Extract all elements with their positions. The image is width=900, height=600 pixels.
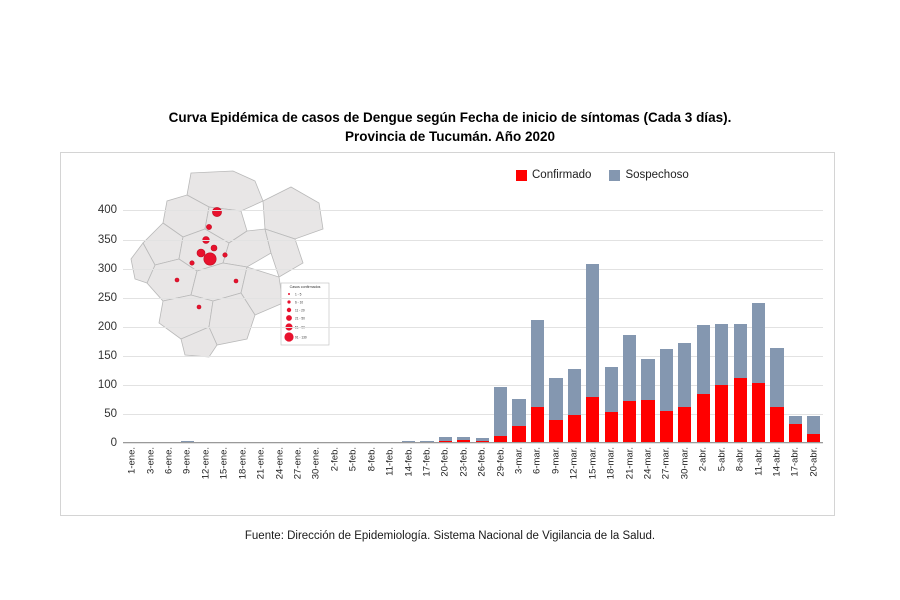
x-axis-tick-label: 5-abr. bbox=[716, 447, 728, 472]
y-axis-tick-label: 50 bbox=[104, 407, 117, 420]
x-axis-tick-label: 30-mar. bbox=[679, 447, 691, 480]
x-axis-tick-label: 26-feb. bbox=[476, 447, 488, 477]
x-axis-tick-label: 5-feb. bbox=[347, 447, 359, 472]
x-axis-tick-label: 15-mar. bbox=[587, 447, 599, 480]
x-axis-label-slot bbox=[565, 445, 583, 503]
x-axis-label-slot bbox=[805, 445, 823, 503]
bar-segment-sospechoso[interactable] bbox=[770, 348, 783, 407]
legend-item-sospechoso bbox=[609, 169, 688, 181]
stacked-bar[interactable] bbox=[494, 387, 507, 443]
stacked-bar[interactable] bbox=[715, 324, 728, 443]
x-axis-tick-label: 2-abr. bbox=[697, 447, 709, 472]
stacked-bar[interactable] bbox=[770, 348, 783, 443]
bar-segment-confirmado[interactable] bbox=[715, 385, 728, 443]
x-axis-label-slot bbox=[768, 445, 786, 503]
bar-slot[interactable] bbox=[620, 193, 638, 443]
x-axis-tick-label: 27-mar. bbox=[660, 447, 672, 480]
x-axis-tick-label: 18-ene. bbox=[237, 447, 249, 480]
x-axis-label-slot bbox=[547, 445, 565, 503]
x-axis-label-slot bbox=[123, 445, 141, 503]
x-axis-tick-label: 9-mar. bbox=[550, 447, 562, 474]
stacked-bar[interactable] bbox=[641, 359, 654, 443]
bar-slot[interactable] bbox=[584, 193, 602, 443]
y-axis-tick-label: 300 bbox=[97, 262, 117, 275]
stacked-bar[interactable] bbox=[549, 378, 562, 443]
bar-segment-sospechoso[interactable] bbox=[752, 303, 765, 383]
bar-slot[interactable] bbox=[694, 193, 712, 443]
bar-slot[interactable] bbox=[270, 193, 288, 443]
x-axis-tick-label: 8-feb. bbox=[366, 447, 378, 472]
bar-slot[interactable] bbox=[307, 193, 325, 443]
bar-slot[interactable] bbox=[418, 193, 436, 443]
bar-segment-sospechoso[interactable] bbox=[734, 324, 747, 378]
bar-segment-sospechoso[interactable] bbox=[697, 325, 710, 394]
x-axis-label-slot bbox=[326, 445, 344, 503]
x-axis-tick-label: 29-feb. bbox=[495, 447, 507, 477]
legend-swatch-confirmado bbox=[516, 170, 527, 181]
x-axis-label-slot bbox=[528, 445, 546, 503]
stacked-bar[interactable] bbox=[789, 416, 802, 443]
x-axis-tick-label: 12-ene. bbox=[200, 447, 212, 480]
stacked-bar[interactable] bbox=[531, 320, 544, 443]
bar-slot[interactable] bbox=[602, 193, 620, 443]
bar-slot[interactable] bbox=[436, 193, 454, 443]
x-axis-tick-label: 17-abr. bbox=[789, 447, 801, 477]
bar-segment-confirmado[interactable] bbox=[586, 397, 599, 444]
x-axis-label-slot bbox=[197, 445, 215, 503]
stacked-bar[interactable] bbox=[623, 335, 636, 443]
bar-segment-sospechoso[interactable] bbox=[715, 324, 728, 385]
y-axis-tick-label: 100 bbox=[97, 378, 117, 391]
bar-segment-sospechoso[interactable] bbox=[605, 367, 618, 411]
legend-label-confirmado: Confirmado bbox=[532, 169, 592, 181]
x-axis-tick-label: 27-ene. bbox=[292, 447, 304, 480]
x-axis-label-slot bbox=[270, 445, 288, 503]
x-axis-tick-label: 30-ene. bbox=[310, 447, 322, 480]
x-axis-label-slot bbox=[234, 445, 252, 503]
bar-segment-sospechoso[interactable] bbox=[586, 264, 599, 397]
svg-text:1 - 5: 1 - 5 bbox=[295, 292, 302, 297]
bar-segment-sospechoso[interactable] bbox=[512, 399, 525, 425]
bar-segment-sospechoso[interactable] bbox=[494, 387, 507, 436]
bar-segment-confirmado[interactable] bbox=[678, 407, 691, 443]
bar-segment-confirmado[interactable] bbox=[641, 400, 654, 443]
x-axis-label-slot bbox=[786, 445, 804, 503]
x-axis-label-slot bbox=[160, 445, 178, 503]
stacked-bar[interactable] bbox=[605, 367, 618, 443]
x-axis-label-slot bbox=[141, 445, 159, 503]
bar-slot[interactable] bbox=[455, 193, 473, 443]
bar-slot[interactable] bbox=[713, 193, 731, 443]
bar-segment-confirmado[interactable] bbox=[770, 407, 783, 443]
x-axis-label-slot bbox=[344, 445, 362, 503]
x-axis-label-slot bbox=[749, 445, 767, 503]
x-axis-tick-label: 15-ene. bbox=[218, 447, 230, 480]
legend-swatch-sospechoso bbox=[609, 170, 620, 181]
bar-segment-confirmado[interactable] bbox=[512, 426, 525, 443]
x-axis-tick-label: 20-abr. bbox=[808, 447, 820, 477]
x-axis-tick-label: 17-feb. bbox=[421, 447, 433, 477]
bar-segment-sospechoso[interactable] bbox=[568, 369, 581, 415]
x-axis-tick-label: 24-ene. bbox=[274, 447, 286, 480]
chart-container bbox=[60, 152, 835, 516]
bar-slot[interactable] bbox=[381, 193, 399, 443]
x-axis-tick-label: 2-feb. bbox=[329, 447, 341, 472]
page-title-line1: Curva Epidémica de casos de Dengue según Fecha de inicio de síntomas (Cada 3 días). bbox=[168, 110, 732, 125]
bar-slot[interactable] bbox=[399, 193, 417, 443]
bar-slot[interactable] bbox=[547, 193, 565, 443]
stacked-bar[interactable] bbox=[752, 303, 765, 443]
bar-slot[interactable] bbox=[676, 193, 694, 443]
x-axis-label-slot bbox=[491, 445, 509, 503]
bar-segment-confirmado[interactable] bbox=[752, 383, 765, 443]
bar-slot[interactable] bbox=[510, 193, 528, 443]
x-axis-tick-label: 3-mar. bbox=[513, 447, 525, 474]
x-axis-tick-label: 23-feb. bbox=[458, 447, 470, 477]
x-axis-tick-label: 24-mar. bbox=[642, 447, 654, 480]
bar-slot[interactable] bbox=[160, 193, 178, 443]
svg-text:21 - 50: 21 - 50 bbox=[295, 316, 305, 321]
stacked-bar[interactable] bbox=[568, 369, 581, 443]
bar-segment-confirmado[interactable] bbox=[549, 420, 562, 443]
x-axis-tick-label: 8-abr. bbox=[734, 447, 746, 472]
stacked-bar[interactable] bbox=[734, 324, 747, 443]
svg-text:11 - 20: 11 - 20 bbox=[295, 308, 305, 313]
x-axis-label-slot bbox=[676, 445, 694, 503]
x-axis-tick-label: 11-abr. bbox=[753, 447, 765, 476]
bar-segment-sospechoso[interactable] bbox=[789, 416, 802, 425]
x-axis-tick-label: 12-mar. bbox=[568, 447, 580, 480]
chart-legend bbox=[516, 169, 689, 181]
bar-slot[interactable] bbox=[805, 193, 823, 443]
bar-slot[interactable] bbox=[289, 193, 307, 443]
bar-slot[interactable] bbox=[215, 193, 233, 443]
bar-slot[interactable] bbox=[326, 193, 344, 443]
x-axis-label-slot bbox=[639, 445, 657, 503]
bar-segment-sospechoso[interactable] bbox=[623, 335, 636, 401]
bar-slot[interactable] bbox=[344, 193, 362, 443]
bar-segment-confirmado[interactable] bbox=[789, 424, 802, 443]
bar-slot[interactable] bbox=[657, 193, 675, 443]
x-axis-label-slot bbox=[178, 445, 196, 503]
bar-slot[interactable] bbox=[565, 193, 583, 443]
bar-slot[interactable] bbox=[123, 193, 141, 443]
source-note: Fuente: Dirección de Epidemiología. Sistema Nacional de Vigilancia de la Salud. bbox=[244, 530, 656, 542]
svg-text:91 - 130: 91 - 130 bbox=[295, 335, 307, 340]
x-axis-tick-label: 18-mar. bbox=[605, 447, 617, 480]
bar-segment-sospechoso[interactable] bbox=[531, 320, 544, 407]
x-axis-tick-label: 21-ene. bbox=[255, 447, 267, 480]
legend-label-sospechoso: Sospechoso bbox=[625, 169, 689, 181]
x-axis-line bbox=[123, 442, 823, 443]
bar-slot[interactable] bbox=[731, 193, 749, 443]
x-axis-label-slot bbox=[620, 445, 638, 503]
bar-segment-confirmado[interactable] bbox=[531, 407, 544, 443]
x-axis-label-slot bbox=[694, 445, 712, 503]
bar-slot[interactable] bbox=[178, 193, 196, 443]
x-axis-tick-label: 3-ene. bbox=[145, 447, 157, 474]
y-axis-tick-label: 350 bbox=[97, 233, 117, 246]
bar-slot[interactable] bbox=[768, 193, 786, 443]
x-axis-label-slot bbox=[657, 445, 675, 503]
page-title-line2: Provincia de Tucumán. Año 2020 bbox=[344, 129, 556, 144]
bar-slot[interactable] bbox=[473, 193, 491, 443]
page-title bbox=[0, 108, 900, 146]
bar-segment-sospechoso[interactable] bbox=[660, 349, 673, 411]
y-axis-tick-label: 400 bbox=[97, 204, 117, 217]
bar-slot[interactable] bbox=[234, 193, 252, 443]
x-axis-label-slot bbox=[289, 445, 307, 503]
x-axis-labels bbox=[123, 445, 823, 503]
bar-slot[interactable] bbox=[639, 193, 657, 443]
bar-slot[interactable] bbox=[362, 193, 380, 443]
x-axis-label-slot bbox=[418, 445, 436, 503]
x-axis-label-slot bbox=[381, 445, 399, 503]
bar-slot[interactable] bbox=[528, 193, 546, 443]
x-axis-tick-label: 6-mar. bbox=[531, 447, 543, 474]
bar-segment-confirmado[interactable] bbox=[623, 401, 636, 443]
stacked-bar[interactable] bbox=[697, 325, 710, 443]
x-axis-tick-label: 21-mar. bbox=[624, 447, 636, 480]
bar-segment-confirmado[interactable] bbox=[697, 394, 710, 443]
bar-slot[interactable] bbox=[491, 193, 509, 443]
bar-segment-sospechoso[interactable] bbox=[807, 416, 820, 434]
x-axis-label-slot bbox=[510, 445, 528, 503]
x-axis-label-slot bbox=[362, 445, 380, 503]
bar-slot[interactable] bbox=[197, 193, 215, 443]
gridline bbox=[110, 437, 823, 449]
y-axis-tick-label: 0 bbox=[110, 437, 117, 449]
stacked-bar[interactable] bbox=[660, 349, 673, 443]
svg-text:Casos confirmados: Casos confirmados bbox=[289, 285, 321, 289]
x-axis-tick-label: 20-feb. bbox=[439, 447, 451, 477]
x-axis-tick-label: 11-feb. bbox=[384, 447, 396, 476]
stacked-bar[interactable] bbox=[678, 343, 691, 443]
bar-segment-sospechoso[interactable] bbox=[549, 378, 562, 420]
bar-segment-confirmado[interactable] bbox=[568, 415, 581, 443]
x-axis-label-slot bbox=[252, 445, 270, 503]
x-axis-tick-label: 6-ene. bbox=[163, 447, 175, 474]
bar-slot[interactable] bbox=[786, 193, 804, 443]
x-axis-label-slot bbox=[602, 445, 620, 503]
stacked-bar[interactable] bbox=[586, 264, 599, 443]
x-axis-label-slot bbox=[713, 445, 731, 503]
x-axis-label-slot bbox=[584, 445, 602, 503]
x-axis-label-slot bbox=[307, 445, 325, 503]
legend-item-confirmado bbox=[516, 169, 591, 181]
x-axis-label-slot bbox=[436, 445, 454, 503]
plot-area bbox=[97, 193, 823, 449]
bar-slot[interactable] bbox=[749, 193, 767, 443]
bar-series bbox=[123, 193, 823, 443]
stacked-bar[interactable] bbox=[512, 399, 525, 443]
bar-segment-sospechoso[interactable] bbox=[678, 343, 691, 407]
bar-segment-confirmado[interactable] bbox=[734, 378, 747, 443]
x-axis-tick-label: 1-ene. bbox=[126, 447, 138, 474]
bar-slot[interactable] bbox=[252, 193, 270, 443]
x-axis-label-slot bbox=[455, 445, 473, 503]
x-axis-tick-label: 14-abr. bbox=[771, 447, 783, 477]
bar-segment-confirmado[interactable] bbox=[605, 412, 618, 443]
y-axis-tick-label: 200 bbox=[97, 320, 117, 333]
bar-slot[interactable] bbox=[141, 193, 159, 443]
x-axis-label-slot bbox=[215, 445, 233, 503]
x-axis-label-slot bbox=[473, 445, 491, 503]
svg-text:6 - 10: 6 - 10 bbox=[295, 300, 304, 305]
x-axis-label-slot bbox=[399, 445, 417, 503]
bar-segment-sospechoso[interactable] bbox=[641, 359, 654, 400]
bar-segment-confirmado[interactable] bbox=[660, 411, 673, 443]
x-axis-tick-label: 9-ene. bbox=[181, 447, 193, 474]
x-axis-tick-label: 14-feb. bbox=[403, 447, 415, 477]
x-axis-label-slot bbox=[731, 445, 749, 503]
stacked-bar[interactable] bbox=[807, 416, 820, 443]
y-axis-tick-label: 150 bbox=[97, 349, 117, 362]
y-axis-tick-label: 250 bbox=[97, 291, 117, 304]
